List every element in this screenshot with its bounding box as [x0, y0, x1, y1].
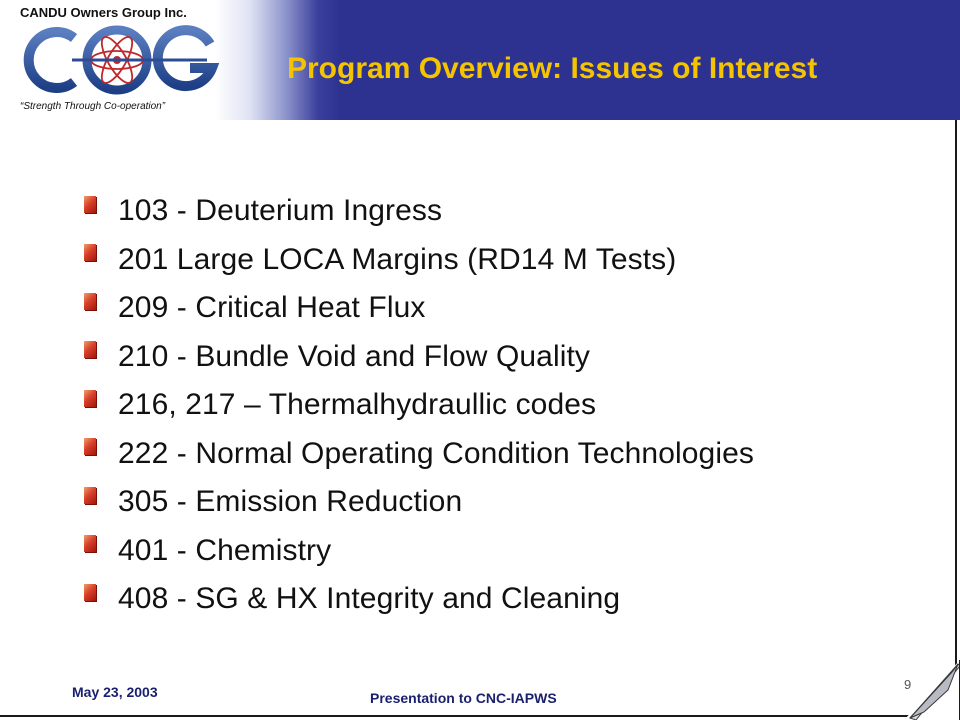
bullet-square-icon — [84, 293, 96, 310]
page-number: 9 — [904, 677, 912, 692]
bullet-square-icon — [84, 535, 96, 552]
list-item — [84, 236, 754, 285]
list-item — [84, 381, 754, 430]
list-item — [84, 284, 754, 333]
cog-logo — [12, 18, 222, 102]
bullet-square-icon — [84, 341, 96, 358]
bullet-square-icon — [84, 196, 96, 213]
list-item — [84, 478, 754, 527]
bullet-square-icon — [84, 584, 96, 601]
bullet-text: 408 - SG & HX Integrity and Cleaning — [118, 582, 621, 616]
footer-presentation: Presentation to CNC-IAPWS — [370, 690, 557, 706]
bullet-text: 222 - Normal Operating Condition Technologies — [118, 436, 754, 470]
slide-title: Program Overview: Issues of Interest — [287, 52, 818, 85]
page-curl-icon — [904, 660, 960, 720]
footer-date: May 23, 2003 — [72, 684, 158, 700]
list-item — [84, 430, 754, 479]
bullet-text: 209 - Critical Heat Flux — [118, 291, 426, 325]
bullet-text: 201 Large LOCA Margins (RD14 M Tests) — [118, 242, 677, 276]
bullet-text: 103 - Deuterium Ingress — [118, 194, 443, 228]
bullet-square-icon — [84, 438, 96, 455]
bullet-square-icon — [84, 390, 96, 407]
bullet-list — [84, 187, 754, 624]
bullet-text: 401 - Chemistry — [118, 533, 332, 567]
bullet-text: 210 - Bundle Void and Flow Quality — [118, 339, 591, 373]
list-item — [84, 187, 754, 236]
bullet-text: 216, 217 – Thermalhydraullic codes — [118, 388, 597, 422]
bullet-square-icon — [84, 487, 96, 504]
list-item — [84, 333, 754, 382]
org-name: CANDU Owners Group Inc. — [20, 5, 187, 20]
tagline: “Strength Through Co-operation” — [20, 101, 166, 112]
bullet-text: 305 - Emission Reduction — [118, 485, 463, 519]
list-item — [84, 527, 754, 576]
bullet-square-icon — [84, 244, 96, 261]
list-item — [84, 575, 754, 624]
